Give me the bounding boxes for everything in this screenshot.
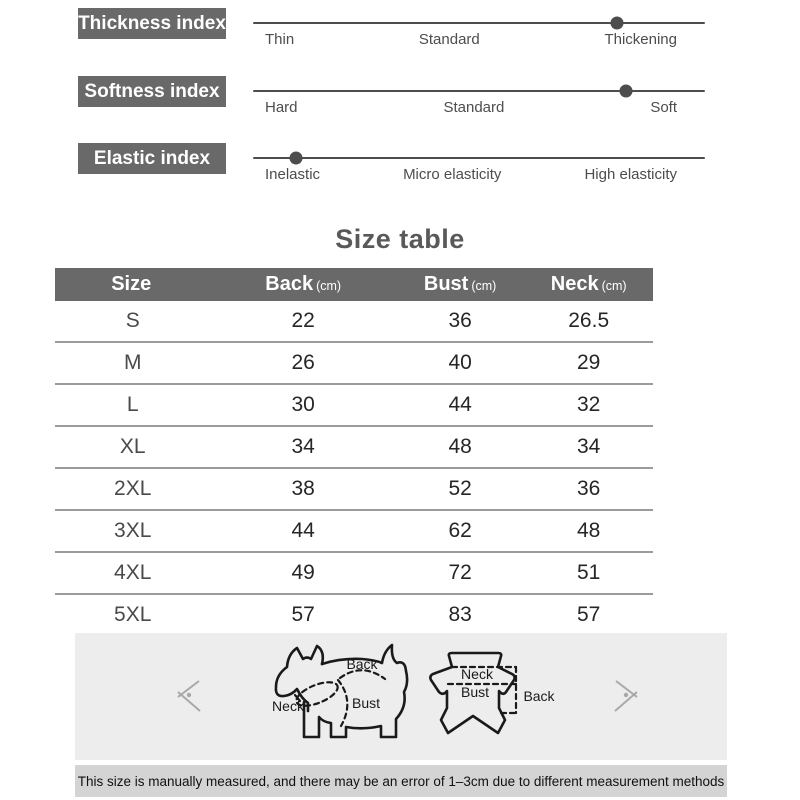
size-cell: S bbox=[125, 309, 140, 332]
scale-track bbox=[253, 90, 705, 92]
table-row bbox=[55, 341, 653, 383]
neck-value-cell: 48 bbox=[577, 519, 601, 542]
bust-value-cell: 48 bbox=[448, 435, 472, 458]
table-row bbox=[55, 551, 653, 593]
measurement-note-text: This size is manually measured, and there may be an error of 1–3cm due to different measurement methods bbox=[77, 773, 725, 789]
table-row bbox=[55, 593, 653, 635]
column-header-size bbox=[55, 273, 210, 296]
back-value-cell: 49 bbox=[291, 561, 315, 584]
garment-back-label: Back bbox=[523, 688, 555, 704]
scale-level-low: Hard bbox=[265, 99, 298, 116]
elastic-index-label: Elastic index bbox=[78, 143, 226, 174]
next-arrow-icon bbox=[615, 681, 637, 711]
scale-level-high: Soft bbox=[650, 99, 677, 116]
neck-value-cell: 32 bbox=[577, 393, 601, 416]
neck-value-cell: 36 bbox=[577, 477, 601, 500]
scale-labels bbox=[253, 92, 705, 116]
scale-level-high: Thickening bbox=[604, 31, 677, 48]
column-header-back bbox=[210, 273, 395, 296]
scale-level-high: High elasticity bbox=[584, 166, 677, 183]
thickness-scale bbox=[253, 8, 705, 48]
column-unit: (cm) bbox=[601, 279, 627, 293]
size-cell: 2XL bbox=[114, 477, 152, 500]
table-row bbox=[55, 301, 653, 341]
column-name: Back bbox=[265, 273, 314, 295]
neck-value-cell: 57 bbox=[577, 603, 601, 626]
size-cell: XL bbox=[119, 435, 146, 458]
neck-value-cell: 34 bbox=[577, 435, 601, 458]
bust-value-cell: 72 bbox=[448, 561, 472, 584]
neck-value-cell: 51 bbox=[577, 561, 601, 584]
garment-bust-label: Bust bbox=[460, 684, 490, 700]
elastic-index-row bbox=[0, 143, 800, 203]
neck-value-cell: 29 bbox=[577, 351, 601, 374]
neck-value-cell: 26.5 bbox=[568, 309, 610, 332]
scale-track bbox=[253, 157, 705, 159]
size-cell: L bbox=[126, 393, 139, 416]
elastic-scale bbox=[253, 143, 705, 183]
column-name: Bust bbox=[423, 273, 469, 295]
prev-arrow-icon bbox=[178, 681, 200, 711]
bust-value-cell: 40 bbox=[448, 351, 472, 374]
thickness-index-label: Thickness index bbox=[78, 8, 226, 39]
back-value-cell: 44 bbox=[291, 519, 315, 542]
scale-track bbox=[253, 22, 705, 24]
scale-dot bbox=[610, 17, 623, 30]
scale-level-low: Thin bbox=[265, 31, 295, 48]
size-table-title: Size table bbox=[335, 224, 465, 254]
size-cell: 3XL bbox=[114, 519, 152, 542]
softness-index-row bbox=[0, 76, 800, 136]
dog-bust-label: Bust bbox=[351, 695, 381, 711]
column-header-neck bbox=[524, 273, 653, 296]
back-value-cell: 22 bbox=[291, 309, 315, 332]
softness-scale bbox=[253, 76, 705, 116]
measurement-diagram-panel bbox=[75, 633, 727, 760]
back-value-cell: 57 bbox=[291, 603, 315, 626]
size-cell: 4XL bbox=[114, 561, 152, 584]
scale-level-low: Inelastic bbox=[265, 166, 321, 183]
column-name: Size bbox=[111, 273, 152, 295]
size-table-body bbox=[55, 301, 653, 635]
scale-dot bbox=[289, 152, 302, 165]
column-unit: (cm) bbox=[471, 279, 497, 293]
column-name: Neck bbox=[550, 273, 599, 295]
scale-labels bbox=[253, 159, 705, 183]
dog-back-label: Back bbox=[346, 656, 378, 672]
garment-neck-label: Neck bbox=[461, 666, 493, 682]
size-table-header bbox=[55, 268, 653, 301]
size-table bbox=[55, 268, 653, 635]
bust-value-cell: 83 bbox=[448, 603, 472, 626]
table-row bbox=[55, 425, 653, 467]
scale-level-mid: Standard bbox=[418, 31, 480, 48]
bust-value-cell: 52 bbox=[448, 477, 472, 500]
back-value-cell: 30 bbox=[291, 393, 315, 416]
measurement-diagram-drawing bbox=[75, 633, 727, 760]
table-row bbox=[55, 467, 653, 509]
dog-neck-label: Neck bbox=[272, 698, 304, 714]
size-cell: 5XL bbox=[114, 603, 152, 626]
bust-value-cell: 36 bbox=[448, 309, 472, 332]
table-row bbox=[55, 383, 653, 425]
size-cell: M bbox=[123, 351, 142, 374]
back-value-cell: 34 bbox=[291, 435, 315, 458]
scale-level-mid: Micro elasticity bbox=[403, 166, 502, 183]
thickness-index-row bbox=[0, 8, 800, 68]
measurement-note-bar bbox=[75, 765, 727, 797]
column-header-bust bbox=[396, 273, 525, 296]
scale-level-mid: Standard bbox=[443, 99, 505, 116]
back-value-cell: 38 bbox=[291, 477, 315, 500]
bust-value-cell: 62 bbox=[448, 519, 472, 542]
scale-dot bbox=[619, 85, 632, 98]
softness-index-label: Softness index bbox=[78, 76, 226, 107]
back-value-cell: 26 bbox=[291, 351, 315, 374]
table-row bbox=[55, 509, 653, 551]
bust-value-cell: 44 bbox=[448, 393, 472, 416]
scale-labels bbox=[253, 24, 705, 48]
column-unit: (cm) bbox=[316, 279, 342, 293]
